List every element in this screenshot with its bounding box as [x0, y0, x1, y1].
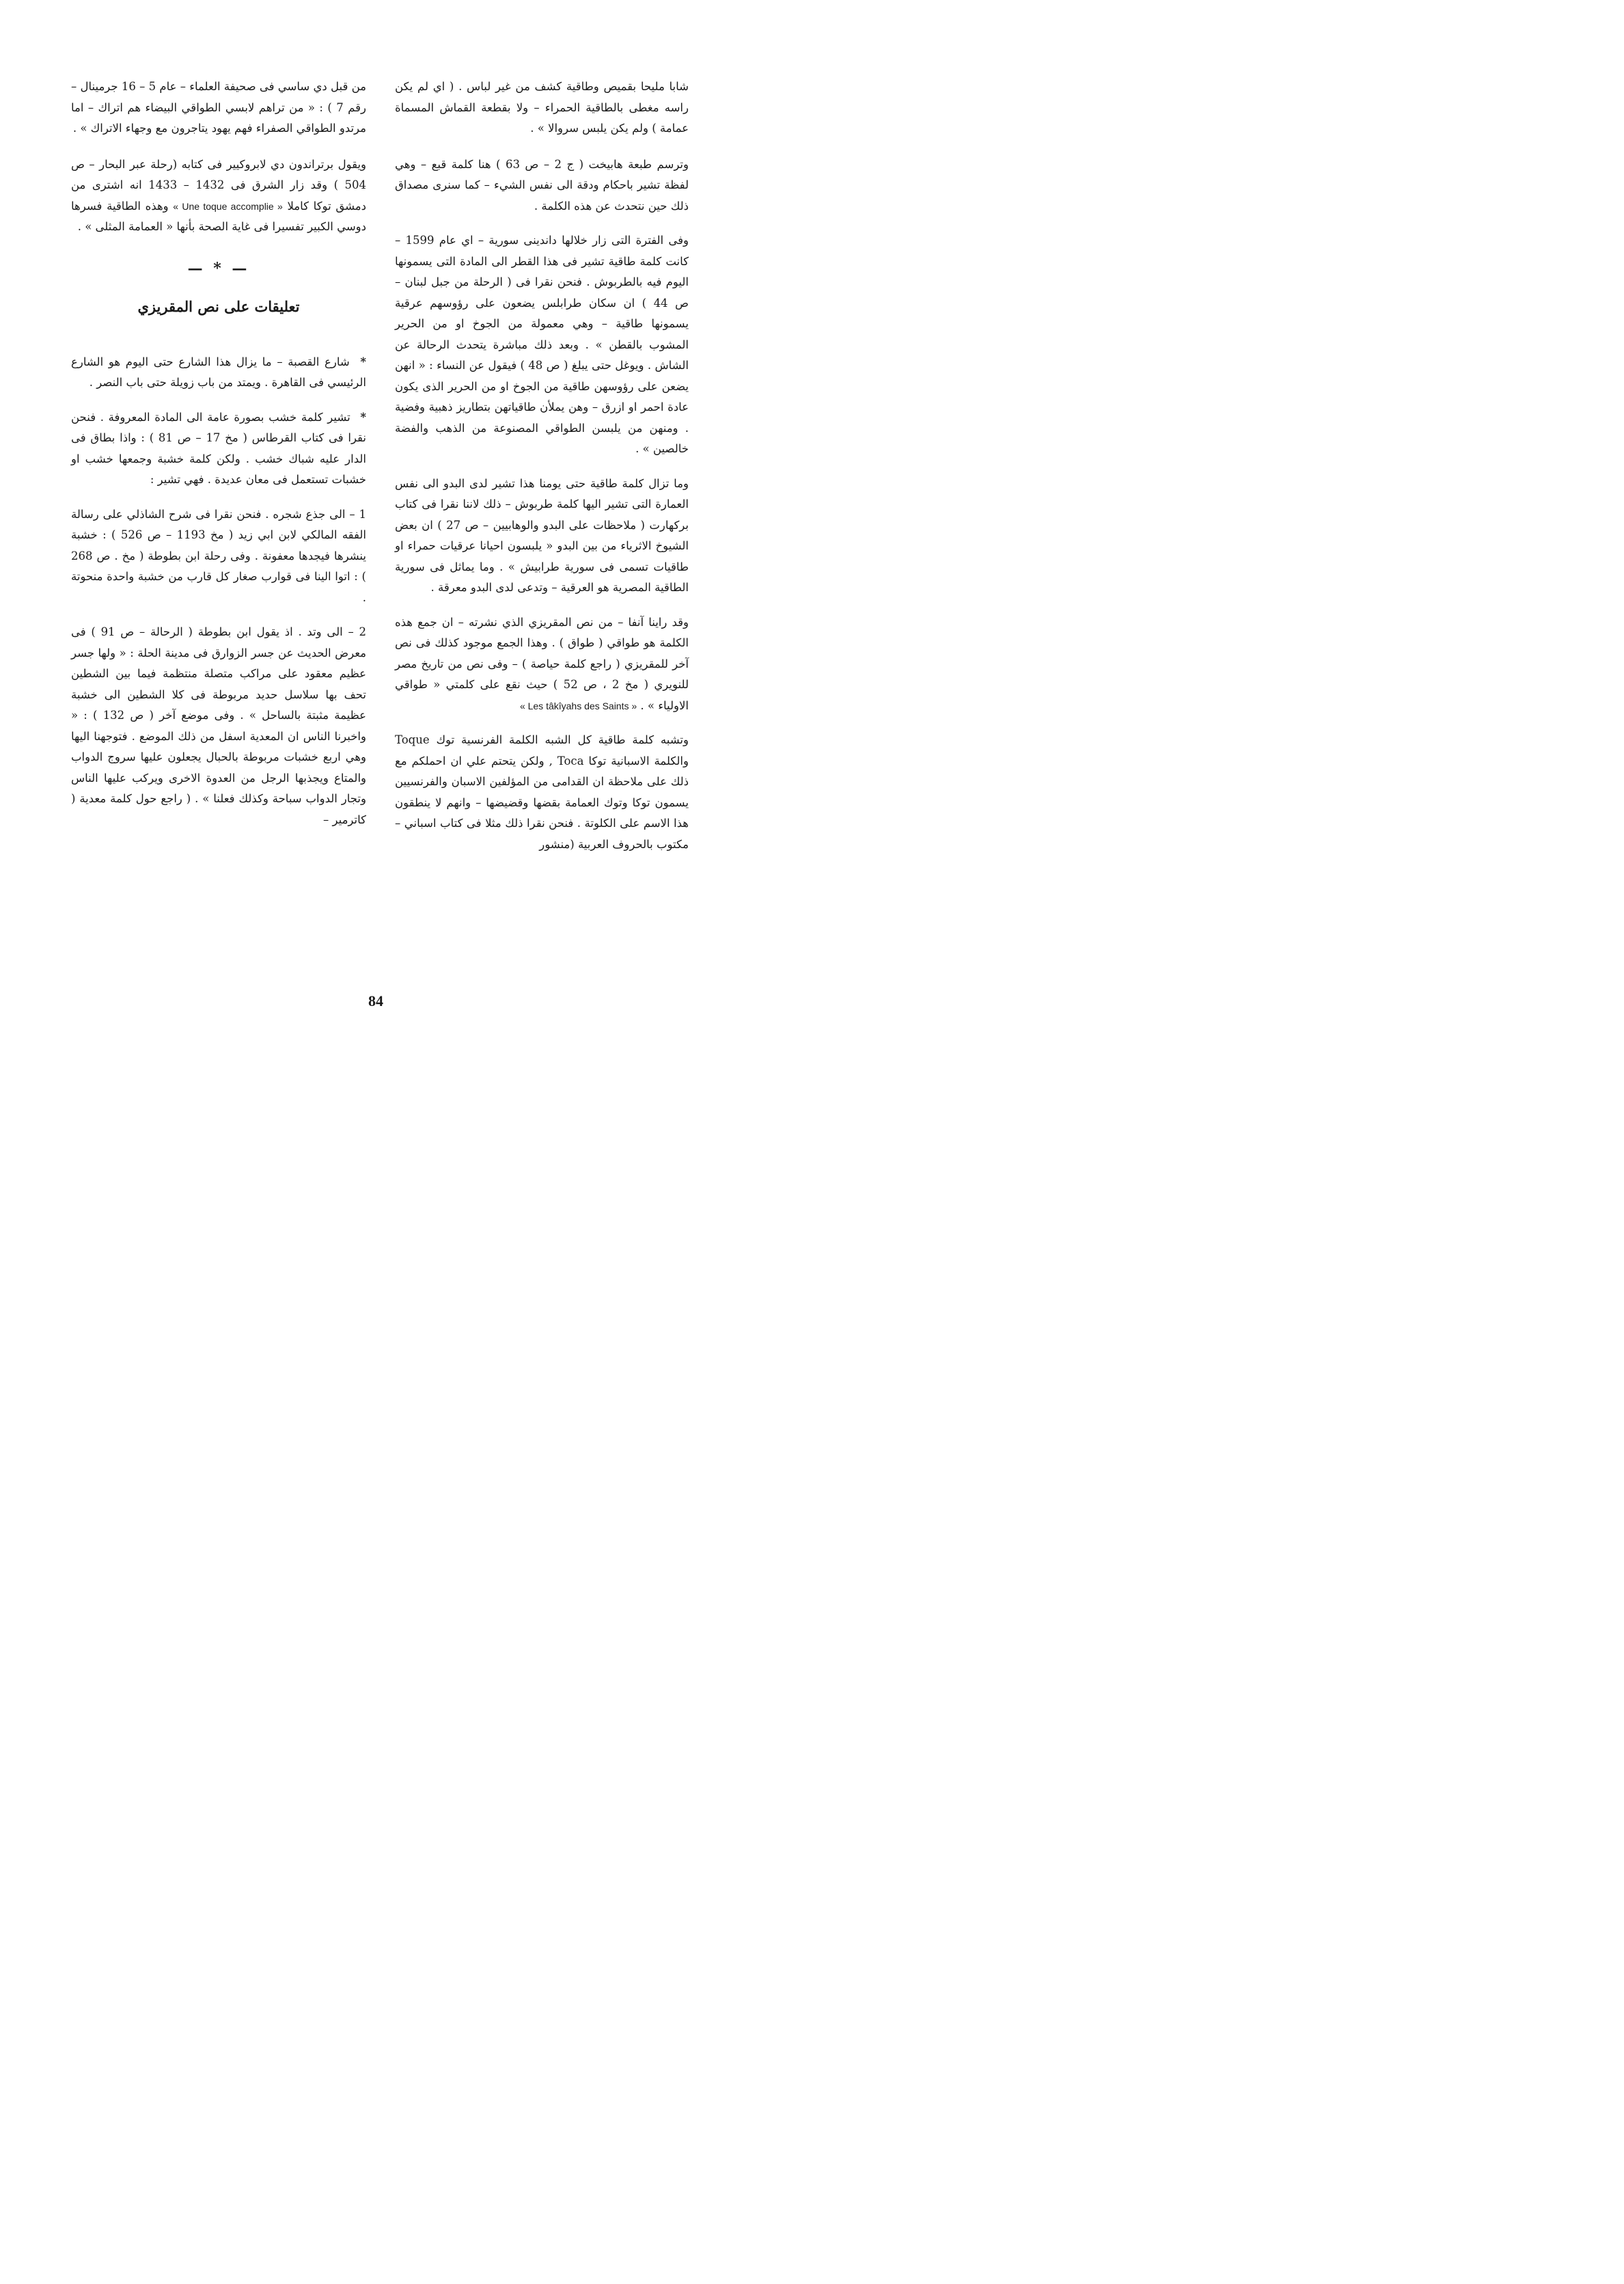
paragraph-text: ويقول برتراندون دي لابروكيير فى كتابه (رحلة عبر البحار – ص 504 ) وقد زار الشرق فى 1432 – 1433 انه اشترى من دمشق توكا كاملا [71, 157, 366, 213]
paragraph: شابا مليحا بقميص وطاقية كشف من غير لباس . ( اي لم يكن راسه مغطى بالطاقية الحمراء – ولا بقطعة القماش المسماة عمامة ) ولم يكن يلبس سروالا » . [395, 80, 689, 135]
page-number: 84 [368, 992, 383, 1009]
french-quote: « Une toque accomplie » [173, 200, 283, 212]
paragraph: وفى الفترة التى زار خلالها داندينى سورية – اي عام 1599 – كانت كلمة طاقية تشير فى هذا القطر الى المادة التى يسمونها اليوم فيه بالطربوش . فنحن نقرا فى ( الرحلة من جبل لبنان – ص 44 ) ان سكان طرابلس يضعون على رؤوسهم عرقية يسمونها طاقية – وهي معمولة من الجوخ او من الحرير المشوب بالقطن » . وبعد ذلك مباشرة يتحدث الرحالة عن الشاش . ويوغل حتى يبلغ ( ص 48 ) فيقول عن النساء : « انهن يضعن على رؤوسهن طاقية من الجوخ او من الحرير الذى يكون عادة احمر او ازرق – وهن يملأن طاقياتهن بتطاريز ذهبية وفضية . ومنهن من يلبسن الطواقي المصنوعة من الذهب والفضة خالصين » . [395, 234, 689, 455]
paragraph [71, 154, 366, 238]
numbered-item: 1 – الى جذع شجره . فنحن نقرا فى شرح الشاذلي على رسالة الفقه المالكي لابن ابي زيد ( مخ 1193 – ص 526 ) : خشبة ينشرها فيجدها معفونة . وفى رحلة ابن بطوطة ( مخ . ص 268 ) : اتوا الينا فى قوارب صغار كل قارب من خشبة واحدة منحوتة . [71, 507, 366, 604]
note-text: شارع القصبة – ما يزال هذا الشارع حتى اليوم هو الشارع الرئيسي فى القاهرة . ويمتد من باب زويلة حتى باب النصر . [71, 355, 366, 389]
left-column [71, 77, 366, 844]
asterisk-icon: * [360, 355, 366, 368]
paragraph: وتشبه كلمة طاقية كل الشبه الكلمة الفرنسية توك Toque والكلمة الاسبانية توكا Toca , ولكن يتحتم علي ان احملكم مع ذلك على ملاحظة ان القدامى من المؤلفين الاسبان والفرنسيين يسمون توكا وتوك العمامة بقضها وقضيضها – وانهم لا ينطقون هذا الاسم على الكلوتة . فنحن نقرا ذلك مثلا فى كتاب اسباني – مكتوب بالحروف العربية (منشور [395, 733, 689, 851]
note [71, 352, 366, 394]
right-column [395, 77, 689, 869]
numbered-item: 2 – الى وتد . اذ يقول ابن بطوطة ( الرحالة – ص 91 ) فى معرض الحديث عن جسر الزوارق فى مدينة الحلة : « ولها جسر عظيم معقود على مراكب متصلة منتظمة فيما بين الشطين تحف بها سلاسل حديد مربوطة فى كلا الشطين الى خشبة عظيمة مثبتة بالساحل » . وفى موضع آخر ( ص 132 ) : « واخبرنا الناس ان المعدية اسفل من ذلك الموضع . فتوجهنا اليها وهي اربع خشبات مربوطة بالحبال يجعلون عليها سروج الدواب والمتاع ويجذبها الرجل من العدوة الاخرى ويركب عليها الناس وتجار الدواب سباحة وكذلك فعلنا » . ( راجع حول كلمة معدية ( كاترمير – [71, 625, 366, 826]
note [71, 407, 366, 491]
asterisk-icon: * [360, 410, 366, 424]
section-heading: تعليقات على نص المقريزي [137, 298, 300, 315]
section-divider: — * — [187, 259, 250, 277]
french-quote: « Les tâkîyahs des Saints » [519, 700, 637, 711]
paragraph [395, 612, 689, 717]
note-text: تشير كلمة خشب بصورة عامة الى المادة المعروفة . فنحن نقرا فى كتاب القرطاس ( مخ 17 – ص 81 ) : واذا بطاق فى الدار عليه شباك خشب . ولكن كلمة خشبة وجمعها خشب او خشبات تستعمل فى معان عديدة . فهي تشير : [71, 410, 366, 486]
paragraph: من قبل دي ساسي فى صحيفة العلماء – عام 5 – 16 جرمينال – رقم 7 ) : « من تراهم لابسي الطواقي البيضاء هم اتراك – اما مرتدو الطواقي الصفراء فهم يهود يتاجرون مع وجهاء الاتراك » . [71, 80, 366, 135]
paragraph: وترسم طبعة هابيخت ( ج 2 – ص 63 ) هنا كلمة قبع – وهي لفظة تشير باحكام ودقة الى نفس الشيء – كما سنرى مصداق ذلك حين نتحدث عن هذه الكلمة . [395, 157, 689, 213]
paragraph-text: وهذه الطاقية فسرها دوسي الكبير تفسيرا فى غاية الصحة بأنها « العمامة المثلى » . [71, 199, 366, 233]
document-page [0, 0, 752, 1063]
paragraph-text: وقد راينا آنفا – من نص المقريزي الذي نشرته – ان جمع هذه الكلمة هو طواقي ( طواق ) . وهذا الجمع موجود كذلك فى نص آخر للمقريزي ( راجع كلمة حياصة ) – وفى نص من تاريخ مصر للنويري ( مخ 2 ، ص 52 ) حيث نقع على كلمتي « طواقي الاولياء » . [395, 615, 689, 712]
paragraph: وما تزال كلمة طاقية حتى يومنا هذا تشير لدى البدو الى نفس العمارة التى تشير اليها كلمة طربوش – ذلك لاننا نقرا فى كتاب بركهارت ( ملاحظات على البدو والوهابيين – ص 27 ) ان بعض الشيوخ الاثرياء من بين البدو « يلبسون احيانا عرقيات حمراء او طاقيات تسمى فى سورية طرابيش » . وما يماثل فى سورية الطاقية المصرية هو العرقية – وتدعى لدى البدو معرقة . [395, 476, 689, 594]
